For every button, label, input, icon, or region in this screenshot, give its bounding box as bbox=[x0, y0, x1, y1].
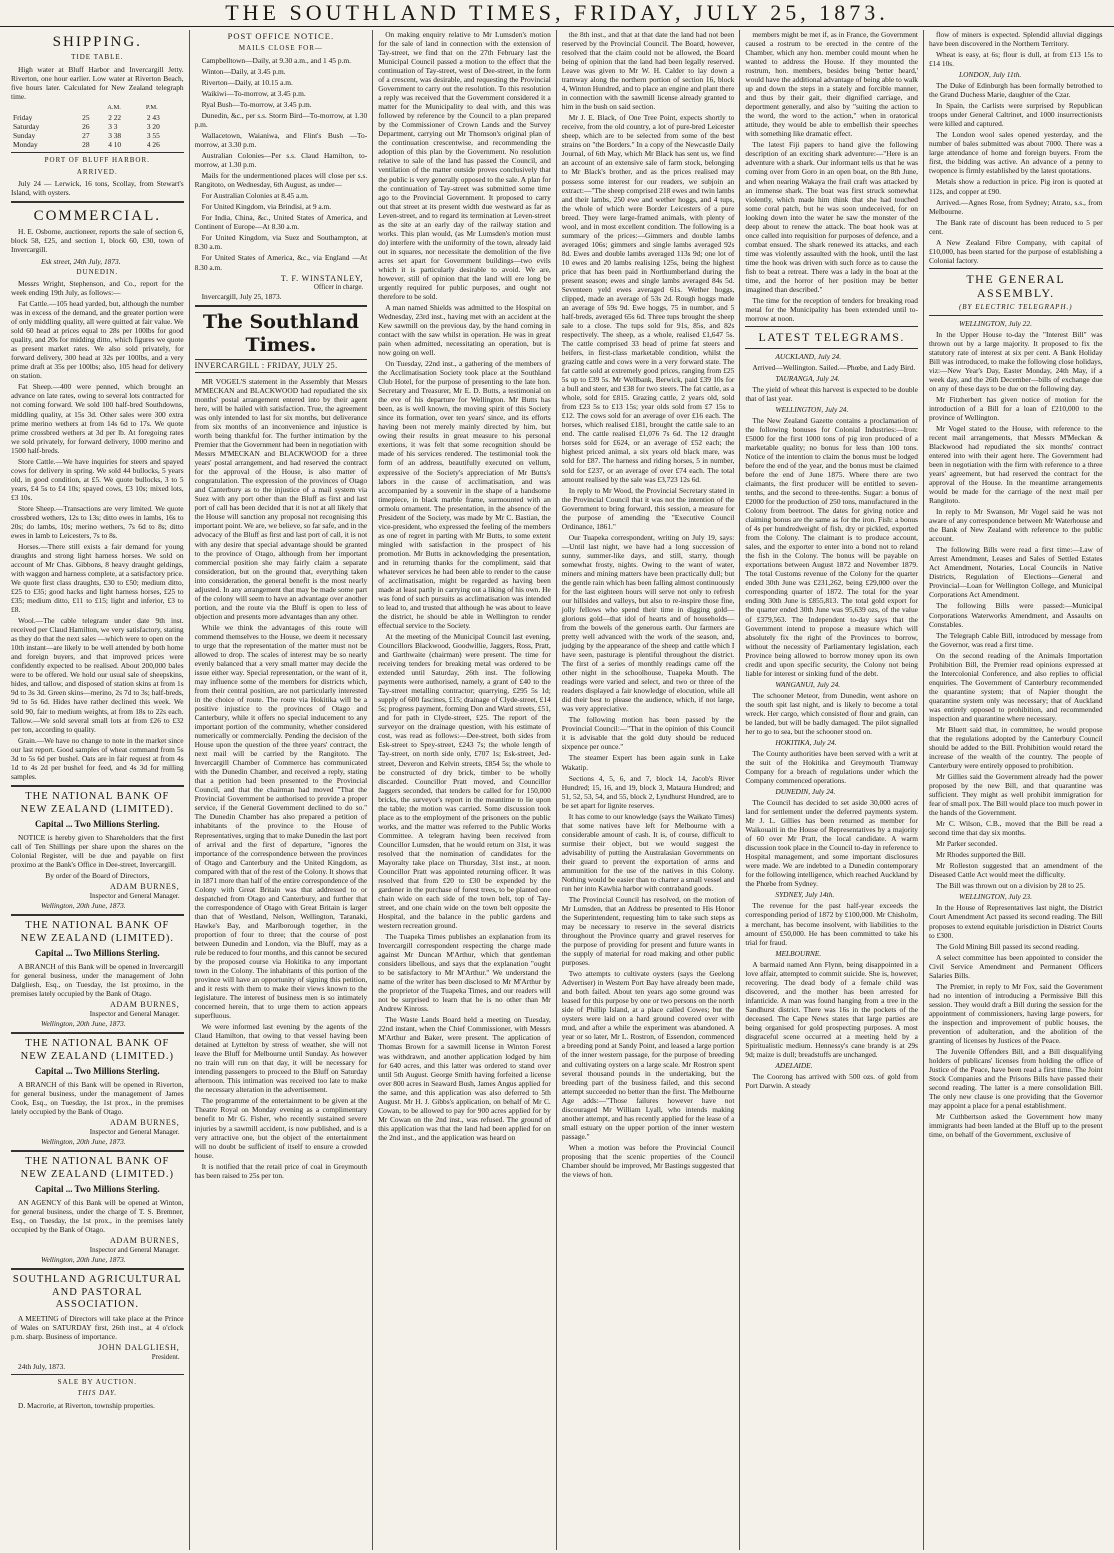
assembly-paragraph: The Telegraph Cable Bill, introduced by message from the Governor, was read a first time. bbox=[928, 630, 1103, 649]
telegram-text: The revenue for the past half-year exceeds the corresponding period of 1872 by £100,000. Mr Chisholm, a merchant, has become insolvent, with liabilities to the amount of £50,000. He has been committed to take his trial for fraud. bbox=[745, 901, 918, 947]
telegram-place: HOKITIKA, July 24. bbox=[775, 737, 837, 747]
column-3 bbox=[373, 30, 557, 1550]
bank-signature: ADAM BURNES, bbox=[109, 1118, 180, 1128]
masthead-title: THE SOUTHLAND TIMES, FRIDAY, JULY 25, 1873. bbox=[225, 0, 889, 25]
tide-date: 25 bbox=[82, 112, 90, 122]
agri-body: A MEETING of Directors will take place at the Prince of Wales on SATURDAY first, 26th inst., at 4 o'clock p.m. sharp. Business of importance. bbox=[11, 1314, 184, 1342]
post-line: Australian Colonies—Per s.s. Claud Hamilton, to-morrow, at 1.30 p.m. bbox=[194, 151, 368, 170]
local-paragraph: A man named Shields was admitted to the Hospital on Wednesday, 23rd inst., having met with an accident at the Kew sawmill on the previous day, by the hand coming in contact with the saw whilst in operation. He was in great pain when admitted, necessitating an operation, but is now going on well. bbox=[378, 302, 551, 358]
bank-notice-body: NOTICE is hereby given to Shareholders that the first call of Ten Shillings per share upon the shares on the Colonial Register, will be due and payable on first proximo at the Bank's Office in Dee-street, Invercargill. bbox=[11, 833, 184, 870]
news-paragraph: The London wool sales opened yesterday, and the number of bales submitted was about 7000. There was a large attendance of home and foreign buyers. From the first, the bidding was active. An advance of a penny to twopence is firmly established by the latest quotations. bbox=[928, 130, 1103, 176]
tide-row bbox=[11, 113, 184, 122]
post-line: For United Kingdom, via Brindisi, at 9 a.m. bbox=[201, 202, 332, 212]
assembly-paragraph: Mr Rhodes supported the Bill. bbox=[935, 850, 1026, 860]
local-paragraph: On making enquiry relative to Mr Lumsden's motion for the sale of land in connection with the extension of Tay-street, we find that on the 27th February last the Municipal Council passed a motion to the effect that the continuation of Tay-street, west of Dee-street, in the form of a crescent, was desirable, and requesting the Provincial Government to carry out the resolution. To this resolution a reply was received that the Government considered it a matter for the Municipality to deal with, and this was followed by reference by the Council to a plan prepared by the Commissioner of Crown Lands and the Survey Department, carrying out Mr Thomson's original plan of the continuation crescentwise, and recommending the adoption of this plan by the Government. No resolution relative to sale of the land has passed the Council, and ventilation of the matter outside proves conclusively that the public is very generally opposed to the sale. A plan for the continuation of Tay-street was submitted some time ago to the Provincial Government. It proposed to carry out that street at its present width due westward as far as Leven-street, and to regard its termination at Leven-street as the site at an early day of the railway station and works. This plan would, (as Mr Lumsden's motion must do) interfere with the uniformity of the town, already laid out in squares, nor necessitate the demolition of the five acres set apart for Government buildings—two evils which it is particularly desirable to avoid. We are, however, still of opinion that the land will ere long be urgently required for public purposes, and ought not therefore to be sold. bbox=[378, 30, 551, 301]
tide-row bbox=[11, 131, 184, 140]
post-line: Ryal Bush—To-morrow, at 3.45 p.m. bbox=[201, 100, 312, 110]
editorial-paragraph: While we think the advantages of this route will commend themselves to the House, we deem it necessary to urge that the representation of the matter must not be allowed to drop. The scales of interest may be so nearly evenly balanced that a very small matter may decide the issue either way. Special representation, or the want of it, may influence some of the members for districts which, from their central position, are not particularly interested in the choice of route. The route via Hokitika will be a positive injustice to the provinces of Otago and Canterbury, while it offers no special inducement to any important portion of the community, whether considered numerically or commercially. Pending the decision of the House upon the question of the three years' contract, the next mail will be carried by the Rangitoto. The Invercargill Chamber of Commerce has communicated with the Dunedin Chamber, and received a reply, stating that a petition had been presented to the Provincial Council, and that the chairman had moved "That the Provincial Government be authorised to provide a proper service, if the General Government declined to do so." The Dunedin Chamber has also prepared a petition of inhabitants of the province to the House of Representatives, urging that to make Dunedin the last port of arrival and the first of departure, "ignores the importance of the correspondence between the provinces of Otago and Canterbury and the United Kingdom, as compared with that of the rest of the Colony. It shows that in 1871 more than half of the entire correspondence of the Colony with Great Britain was that addressed to or despatched from Otago and Canterbury, and further that the correspondence of Otago with Great Britain is larger than that of Westland, Nelson, Wellington, Taranaki, Hawke's Bay, and Marlborough together, in the proportion of four to three; that the course of post between Dunedin and London, via the Bluff, may as a rule be reduced to four months, and this cannot be secured by the proposed course via Hokitika to any important town in the Colony. The inhabitants of this portion of the province will have an opportunity of signing this petition, and it rests with them to make their views known to the legislature. The interest of business men is so intimately concerned herein, that to urge them to action appears superfluous. bbox=[194, 622, 368, 1021]
post-line: Winton—Daily, at 3.45 p.m. bbox=[201, 66, 286, 76]
tide-date: 27 bbox=[82, 130, 90, 140]
column-6 bbox=[924, 30, 1108, 1550]
tide-am: 3 38 bbox=[108, 130, 122, 140]
tide-am: 2 22 bbox=[108, 112, 122, 122]
bank-notice-body: A BRANCH of this Bank will be opened in Invercargill for general business, under the management of John Dalgliesh, Esq., on Tuesday, the 1st proximo, in the premises lately occupied by the Bank of Otago. bbox=[11, 962, 184, 999]
news-paragraph: Two attempts to cultivate oysters (says the Geelong Advertiser) in Western Port Bay have already been made, and both failed. About ten years ago some ground was leased for this purpose by one or two persons on the north side of Phillip Island, at a place called Cowes; but the oysters were laid on a hard ground covered over with mud, and after a while the experiment was abandoned. A year or so later, Mr L. Rostron, of Essendon, commenced a breeding pond at Sandy Point, and leased a large portion of the inner western passage, for the purpose of breeding and cultivating oysters on a large scale. Mr Rostron spent several thousand pounds in the undertaking, but the breeding part of the business failed, and this second attempt succeeded no better than the first. The Melbourne Age adds:—"Those failures however have not discouraged Mr William Lyall, who intends making another attempt, and has recently applied for the lease of a small estuary on the upper portion of the inner western passage." bbox=[561, 969, 735, 1141]
telegram-text: The County authorities have been served with a writ at the suit of the Hokitika and Greymouth Tramway Company for a breach of regulations under which the Company commenced operations. bbox=[745, 748, 918, 786]
news-paragraph: The latest Fiji papers to hand give the following description of an exciting shark adventure:—"Here is an adventure with a shark. Our informant tells us that he was coming over from Goro in an open boat, on the 8th June, and when nearing Wakaya the frail craft was attacked by an immense shark. The boat was first struck somewhat violently, which made him think that she had touched some coral patch, but he was soon undeceived, for on looking down into the water he saw the monster of the deep about to renew the attack. The boat hook was at once called into requisition for purposes of defence, and a combat ensued. The shark renewed its attacks, and each time was violently assaulted with the hook, until the last time the hook was driven with such force as to cause the fish to beat a retreat. There was a lady in the boat at the time, and the horror of her position may be better imagined than described." bbox=[745, 140, 918, 294]
tide-col-pm: P.M. bbox=[145, 103, 158, 111]
news-paragraph: The steamer Expert has been again sunk in Lake Wakatip. bbox=[561, 753, 735, 772]
bank-signature: ADAM BURNES, bbox=[109, 1000, 180, 1010]
assembly-paragraph: Mr Bluett said that, in committee, he would propose that the regulations adopted by the Canterbury Council should be added to the Bill. Prohibition would retard the increase of the wealth of the country. The people of Canterbury were entirely opposed to prohibition. bbox=[928, 724, 1103, 770]
bank-place-date: Wellington, 20th June, 1873. bbox=[41, 900, 126, 910]
assembly-sub: (BY ELECTRIC TELEGRAPH.) bbox=[958, 303, 1073, 311]
column-4 bbox=[557, 30, 741, 1550]
tide-date: 28 bbox=[82, 139, 90, 149]
commercial-paragraph: Wool.—The cable telegram under date 9th inst. received per Claud Hamilton, we very satisfactory, stating as they do that the next sales —which were to open on the 10th instant—are likely to be well attended by both home and foreign buyers, and that improved prices were confidently expected to be realised. About 200,000 bales were to be offered. We hold our usual sale of sheepskins, hides, and tallow, and disposed of station skins at from 1s 9d to 3s 3d. Green skins—merino, 2s 7d to 3s; half-breds, 9d to 5s 6d. Hides have rather declined this week. We sold 90, fair to medium weights, at from 18s to 22s each. Tallow.—We sold several small lots at from £26 to £32 per ton, according to quality. bbox=[11, 616, 184, 734]
telegram-place: WANGANUI, July 24. bbox=[775, 679, 841, 689]
assembly-paragraph: The following Bills were passed:—Municipal Corporations Waterworks Amendment, and Assaults on Constables. bbox=[928, 601, 1103, 629]
tide-intro: High water at Bluff Harbor and Invercargill Jetty. Riverton, one hour earlier. Low water at Riverton Beach, five hours later. Calculated for New Zealand telegraph time. bbox=[11, 64, 184, 101]
commercial-lead: H. E. Osborne, auctioneer, reports the sale of section 6, block 58, £25, and section 1, block 60, £30, town of Invercargill. bbox=[11, 227, 184, 255]
telegram-place: DUNEDIN, July 24. bbox=[775, 787, 836, 797]
assembly-paragraph: In the Upper House to-day the "Interest Bill" was thrown out by a large majority. It proposed to fix the statutory rate of interest at six per cent. A Bank Holiday Bill was introduced, to make the following close holidays, viz:—New Year's Day, Easter Monday, 24th May, if a week day, and the 26th December—bills of exchange due on any of these days to be due on the following day. bbox=[928, 329, 1103, 393]
post-line: Riverton—Daily, at 10.15 a.m. bbox=[201, 77, 293, 87]
post-line: For United States of America, &c., via England —At 8.30 a.m. bbox=[194, 253, 368, 272]
news-paragraph: The Provincial Council has resolved, on the motion of Mr Lumsden, that an Address be presented to His Honor the Superintendent, requesting him to take such steps as may be necessary to reserve in the several districts throughout the Province quarry and gravel reserves for the purpose of providing for present and future wants in the supply of material for road making and other public purposes. bbox=[561, 894, 735, 968]
telegram-place: LONDON, July 11th. bbox=[958, 70, 1022, 80]
commercial-paragraph: Horses.—There still exists a fair demand for young draughts and strong light harness horses. We sold on account of Mr Chas. Gibbons, 8 heavy draught geldings, with waggon and harness complete, at a satisfactory price. We quote first class draughts, £30 to £50; medium ditto, £25 to £35; good hacks and light harness horses, £25 to £35; medium ditto, £11 to £15; light and inferior, £3 to £8. bbox=[11, 541, 184, 615]
assembly-heading: THE GENERAL ASSEMBLY. bbox=[966, 271, 1066, 301]
assembly-paragraph: The Gold Mining Bill passed its second reading. bbox=[935, 941, 1080, 951]
editorial-paragraph: It is notified that the retail price of coal in Greymouth has been raised to 25s per ton. bbox=[194, 1161, 368, 1180]
dunedin-heading: DUNEDIN. bbox=[76, 267, 119, 276]
local-paragraph: The Tuapeka Times publishes an explanation from its Invercargill correspondent respecting the charge made against Mr Duncan M'Arthur, which that gentleman considers libellous, and says that the explanation "ought to be satisfactory to Mr M'Arthur." We understand the name of the writer has been disclosed to Mr M'Arthur by the proprietor of the Tuapeka Times, and our readers will not be surprised to learn that he is no other than Mr Andrew Kinross. bbox=[378, 932, 551, 1014]
tide-am: 4 10 bbox=[108, 139, 122, 149]
assembly-paragraph: In the House of Representatives last night, the District Court Amendment Act passed its second reading. The Bill proposes to extend equitable jurisdiction in District Courts to £300. bbox=[928, 903, 1103, 940]
bank-signature-title: Inspector and General Manager. bbox=[89, 1128, 180, 1137]
bank-capital: Capital ... Two Millions Sterling. bbox=[34, 819, 160, 830]
news-paragraph: The time for the reception of tenders for breaking road metal for the Municipality has been extended until to-morrow at noon. bbox=[745, 295, 918, 323]
telegram-text: A barmaid named Ann Flynn, being disappointed in a love affair, attempted to commit suicide. She is, however, recovering. The dead body of a female child was discovered, and the mother has been arrested for infanticide. A man was found hanging from a tree in the Sandhurst district. There was 16s in the pockets of the deceased. The Cape News states that large parties are being organised for gold prospecting purposes. A most disgraceful scene occurred at a meeting held by a Spiritualistic medium. Hennessy's cane brandy is at 29s 9d; maize is dull; breadstuffs are unchanged. bbox=[745, 959, 918, 1059]
post-signature-title: Officer in charge. bbox=[313, 283, 364, 292]
tide-day: Friday bbox=[13, 112, 33, 122]
post-line: For India, China, &c., United States of America, and Continent of Europe—At 8.30 a.m. bbox=[194, 213, 368, 232]
auction-text: D. Macrorie, at Riverton, township properties. bbox=[18, 1400, 155, 1410]
assembly-paragraph: Mr C. Wilson, C.B., moved that the Bill be read a second time that day six months. bbox=[928, 819, 1103, 838]
bank-signature: ADAM BURNES, bbox=[109, 882, 180, 892]
telegram-text: Arrived—Wellington. Sailed.—Phœbe, and Lady Bird. bbox=[752, 362, 916, 372]
news-paragraph: Arrived.—Agnes Rose, from Sydney; Atrato, s.s., from Melbourne. bbox=[928, 197, 1103, 216]
news-paragraph: the 8th inst., and that at that date the land had not been reserved by the Provincial Council. The Board, however, resolved that the claim could not be allowed, the Board being of opinion that the land had been legally reserved. Leave was given to Mr W. H. Calder to lay down a tramway along the northern portion of section 16, block 4, Winton Hundred, and to place an engine and plant there in connection with the sawmill license already granted to him in the bush on said section. bbox=[561, 30, 735, 112]
tide-day: Monday bbox=[13, 139, 38, 149]
assembly-paragraph: Mr Rolleston suggested that an amendment of the Diseased Cattle Act would meet the difficulty. bbox=[928, 861, 1103, 880]
news-paragraph: It has come to our knowledge (says the Waikato Times) that some natives have left for Melbourne with a considerable amount of cash. It is, of course, difficult to surmise their object, but we would suggest the advisability of putting the Australasian Governments on their guard to prevent the exportation of arms and ammunition for the use of the natives in this Colony. Nothing would be easier than to charter a small vessel and run her into Kawhia harbor with contraband goods. bbox=[561, 811, 735, 893]
columns bbox=[6, 30, 1108, 1550]
post-line: For Australian Colonies at 8.45 a.m. bbox=[201, 191, 309, 201]
tide-day: Sunday bbox=[13, 130, 36, 140]
post-line: Waikiwi—To-morrow, at 3.45 p.m. bbox=[201, 88, 306, 98]
bank-place-date: Wellington, 20th June, 1873. bbox=[41, 1136, 126, 1146]
news-paragraph: Our Tuapeka correspondent, writing on July 19, says:—Until last night, we have had a long succession of sunny, summer-like days, and still, starry, though somewhat frosty, nights. Owing to the want of water, miners and mining matters have been practically dull; but the gentle rain which has been falling almost continuously for the last eighteen hours will serve not only to refresh our hillsides and valleys, but also to re-inspire those fine, jolly fellows who spend their time in digging gold—glorious gold—that idol of hearts and of households—from the bowels of the generous earth. Our farmers are pretty well advanced with the work of the season, and, judging by the appearance of the sheep and cattle which I have seen, pasturage is plentiful throughout the district. The first of a series of monthly readings came off the other night in the schoolhouse, Tuapeka Mouth. The readings were varied and select, and two or three of the readers displayed a fair knowledge of elocution, while all did their best to please the audience, which, if not large, was very appreciative. bbox=[561, 532, 735, 714]
assembly-paragraph: The following Bills were read a first time:—Law of Arrest Amendment, Leases and Sales of Settled Estates Act Amendment, Notaries, Local Councils in Native Districts, Regulation of Elections—General and Provincial—Loan for Wellington College, and Municipal Corporations Act Amendment. bbox=[928, 545, 1103, 600]
post-line: Wallacetown, Waianiwa, and Flint's Bush —To-morrow, at 3.30 p.m. bbox=[194, 131, 368, 150]
news-paragraph: members might be met if, as in France, the Government caused a rostrum to be erected in the centre of the Chamber, which any hon. member could mount when he wanted to address the House. If they mounted the rostrum, hon. members, besides being 'better heard,' would have the additional advantage of being able to walk up and down the steps in a stately and forcible manner, and thus by their gait, their dignified carriage, and deportment generally, and also by "suiting the action to the word, the word to the action," when in oratorical attitude, they would be able to embellish their speeches with something like dramatic effect. bbox=[745, 30, 918, 139]
telegram-text: The New Zealand Gazette contains a proclamation of the following bonuses for Colonial Industries:—Iron: £5000 for the first 1000 tons of pig iron produced of a marketable quality; no bonus for less than 100 tons. Notice of the intention to claim the bonus must be lodged before the end of the year, and the bonus must be claimed before the end of June 1875. Where there are two claimants, the first producer will be entitled to seven-tenths, and the second to three-tenths. Sugar: a bonus of £2000 for the production of 250 tons, manufactured in the Colony from beetroot. The dates for giving notice and claiming bonus are the same as for the iron. Fish: a bonus of 4s per hundredweight of fish, dry or pickled, exported from the Colony. The claimant is to produce account, sales, and the exporter to enter into a bond not to reland the fish in the Colony. The bonus will be payable on exportations between August 1872 and November 1879. The total Customs revenue of the Colony for the quarter ended 30th June was £231,262, being £29,000 over the corresponding quarter of 1872. The total for the year ending 30th June is £855,813. The total gold export for the quarter ended 30th June was 95,639 ozs, of the value of £379,563. The Independent to-day says that the Government intend to propose a measure which will absolutely fix the right of the Provinces to borrow, without the necessity of Parliamentary legislation, each Province being allowed to borrow money upon its own credit and upon specific security, the Colony not being liable for interest or sinking fund of the debt. bbox=[745, 415, 918, 678]
commercial-paragraph: Fat Sheep.—400 were penned, which brought an advance on late rates, owing to several lots contracted for not coming forward. We sold 100 half-bred Southdowns, middling quality, at 15s 3d. Other sales were 300 extra prime merino wethers at from 14s 6d to 17s. We quote prime crossbred wethers at 3d per lb. At foregoing rates we sold privately, for forward delivery, 1000 merino and 1500 half-breds. bbox=[11, 382, 184, 455]
masthead bbox=[0, 0, 1114, 27]
news-paragraph: In Spain, the Carlists were surprised by Republican troops under General Caltrinet, and 1000 insurrectionists were killed and captured. bbox=[928, 101, 1103, 129]
editorial-paragraph: MR VOGEL'S statement in the Assembly that Messrs M'MECKAN and BLACKWOOD had repudiated the six months' postal arrangement entered into by their agent here, will be hailed with satisfaction. True, the agreement was only intended to last for six months, but deliverance from six months of an inconvenience and injustice is worth being thankful for. The further intimation by the Premier that the Government had been in negotiation with Messrs M'MECKAN and BLACKWOOD for a three years' postal arrangement, and had reserved the contract for the approval of the House, is also matter of congratulation. The expression of the provinces of Otago and Canterbury as to the injustice of a mail system via Suez with any port other than the Bluff as first and last port of call has been decided that it is not at all likely that the House will sanction any proposal not recognising this important point. We are, we believe, so far safe, and in the advocacy of the Bluff as first and last port of call, it is not with any desire that special advantage should be granted to the province of Otago, although from her important commercial position she may fairly claim a separate consideration, but on the ground that, everything taken into consideration, the general benefit is the most nearly adjusted. In any arrangement that may be made some part of the colony will seem to have an advantage over another portion, and the route via the Bluff is open to less of objection and presents more advantages than any other. bbox=[194, 376, 368, 621]
assembly-paragraph: Mr Vogel stated to the House, with reference to the recent mail arrangements, that Messrs M'Meckan & Blackwood had repudiated the six months' contract entered into with their agent here. The Government had been in negotiation with the firm with reference to a three years' agreement, but had reserved the contract for the approval of the House. In the meantime arrangements would be made for the carriage of the next mail per Rangitoto. bbox=[928, 423, 1103, 506]
post-date: Invercargill, July 25, 1873. bbox=[201, 291, 282, 301]
shipping-heading: SHIPPING. bbox=[52, 34, 142, 50]
commercial-paragraph: Grain.—We have no change to note in the market since our last report. Good samples of wheat command from 5s 3d to 5s 6d per bushel. Oats are in fair request at from 4s 1d to 4s 2d per bushel for feed, and 4s 3d for milling samples. bbox=[11, 735, 184, 781]
assembly-paragraph: The Juvenile Offenders Bill, and a Bill disqualifying holders of publicans' licenses from holding the office of Justice of the Peace, have been read a first time. The Joint Stock Companies and the Prisons Bills have passed their second reading. The latter is a mere consolidation Bill. The only new clause is one providing that the Governor may appoint a place for a penal establishment. bbox=[928, 1046, 1103, 1111]
post-line: Campbelltown—Daily, at 9.30 a.m., and 1 45 p.m. bbox=[201, 55, 351, 65]
assembly-paragraph: On the second reading of the Animals Importation Prohibition Bill, the Premier read opinions expressed at the Intercolonial Conference, and also replies to official enquiries. The Government of Canterbury recommended the quarantine system; that of Napier thought the quarantine system only was necessary; that of Auckland was entirely opposed to prohibition, and recommended inspection and quarantine where necessary. bbox=[928, 650, 1103, 723]
commercial-paragraph: Store Cattle.—We have inquiries for steers and spayed cows for delivery in spring. We sold 44 bullocks, 5 years old, in good condition, at £5. We quote bullocks, 3 to 5 years, £4 5s to £4 10s; spayed cows, £3 10s; mixed lots, £3 10s. bbox=[11, 456, 184, 502]
bank-signature-title: Inspector and General Manager. bbox=[89, 1010, 180, 1019]
bank-notice-title: THE NATIONAL BANK OF NEW ZEALAND (LIMITED). bbox=[20, 790, 174, 815]
local-paragraph: At the meeting of the Municipal Council last evening, Councillors Blackwood, Goodwillie, Jaggers, Ross, Pratt, and Garthwaite (chairman) were present. The time for receiving tenders for breaking metal was ordered to be extended until Saturday, 26th inst. The following payments were authorised, namely, a grant of £40 to the Tay-street metalling contractor; quarrying, £295 5s 1d; supply of 600 fascines, £15; drainage of Clyde-street, £14 5s; progress payment, forming Don and Ward streets, £51, and for path in Clyde-street, £25. The report of the surveyor on the drainage question, with his estimate of cost, was read as follows:—Dee-street, both sides from Esk-street to Spey-street, £243 7s; the whole length of Tay-street, on north side only, £707 1s; Esk-street, Jed-street, Deveron and Kelvin streets, £854 5s; the whole to be constructed of dry brick, timber to be wholly discarded. Councillor Pratt moved, and Councillor Jaggers seconded, that tenders be called for for 150,000 bricks, the surveyor's report in the meantime to lie upon the table; the motion was carried. Some discussion took place as to the employment of the prisoners on the public works, and the matter was referred to the Public Works Committee. A telegram having been received from Councillor Lumsden, that he would return on 31st, it was resolved that the nomination of candidates for the Mayoralty take place on Thursday, 31st inst., at noon. Councillor Pratt was appointed returning officer. It was resolved that from £20 to £30 be expended by the gardener in the purchase of forest trees, to be planted one chain wide on each side of the town belt, top of Tay-street, and one chain wide on the town belt opposite the Hospital, and the balance in the public gardens and western recreation ground. bbox=[378, 632, 551, 931]
editorial-paragraph: The programme of the entertainment to be given at the Theatre Royal on Monday evening as a complimentary benefit to Mr G. Fisher, who recently sustained severe injuries by a sawmill accident, is now published, and is a very attractive one, but the object of the entertainment will no doubt be sufficient of itself to ensure a crowded house. bbox=[194, 1096, 368, 1160]
column-5 bbox=[740, 30, 924, 1550]
tide-col-am: A.M. bbox=[107, 103, 121, 111]
arrival-text: July 24 — Lerwick, 16 tons, Scollay, from Stewart's Island, with oysters. bbox=[11, 179, 184, 198]
news-paragraph: The Bank rate of discount has been reduced to 5 per cent. bbox=[928, 217, 1103, 236]
bank-place-date: Wellington, 20th June, 1873. bbox=[41, 1254, 126, 1264]
agri-title: SOUTHLAND AGRICULTURAL AND PASTORAL ASSOCIATION. bbox=[12, 1273, 182, 1311]
telegram-place: WELLINGTON, July 23. bbox=[958, 892, 1032, 902]
post-line: Dunedin, &c., per s.s. Storm Bird—To-morrow, at 1.30 p.m. bbox=[194, 111, 368, 130]
commercial-paragraph: Fat Cattle.—105 head yarded, but, although the number was in excess of the demand, and the greater portion were of only middling quality, all were quitted at fair value. We sold 60 head at prices equal to 28s per 100lbs for good quality, and 20s for midding ditto, which figures we quote as present market rates. We also sold privately, for forward delivery, 300 head at 32s per 100lbs, and a very prime draft at 35s per 100lbs; also, 105 head for delivery on station. bbox=[11, 299, 184, 381]
commercial-paragraph: Store Sheep.—Transactions are very limited. We quote crossbred wethers, 12s to 13s; ditto ewes in lambs, 16s to 20s; do lambs, 10s; merino wethers, 7s 6d to 8s; ditto ewes in lamb to Leicesters, 7s to 8s. bbox=[11, 503, 184, 540]
telegram-place: MELBOURNE. bbox=[775, 948, 822, 958]
tide-day: Saturday bbox=[13, 121, 40, 131]
tide-row bbox=[11, 122, 184, 131]
news-paragraph: The Duke of Edinburgh has been formally betrothed to the Grand Duchess Marie, daughter of the Czar. bbox=[928, 81, 1103, 100]
tide-pm: 3 55 bbox=[146, 130, 160, 140]
tide-pm: 3 20 bbox=[146, 121, 160, 131]
auction-title: SALE BY AUCTION. bbox=[57, 1377, 137, 1386]
editorial-paragraph: We were informed last evening by the agents of the Claud Hamilton, that owing to that vessel having been detained at Lyttelton by stress of weather, she will not leave the Bluff for Melbourne until Sunday. As however no train will run on that day, it will be necessary for intending passengers to proceed to the Bluff on Saturday afternoon. This intimation was received too late to make the necessary alteration in the advertisement. bbox=[194, 1022, 368, 1095]
assembly-paragraph: Mr Fitzherbert has given notice of motion for the introduction of a Bill for a loan of £210,000 to the province of Wellington. bbox=[928, 394, 1103, 422]
post-signature: T. F. WINSTANLEY, bbox=[280, 273, 364, 283]
bank-notice-title: THE NATIONAL BANK OF NEW ZEALAND (LIMITED.) bbox=[20, 1037, 174, 1062]
news-paragraph: When a motion was before the Provincial Council proposing that the scenic properties of the Council Chamber should be improved, Mr Bastings suggested that the views of hon. bbox=[561, 1142, 735, 1179]
arrived-label: ARRIVED. bbox=[76, 167, 118, 176]
assembly-paragraph: Mr Parker seconded. bbox=[935, 839, 998, 849]
bank-notice-title: THE NATIONAL BANK OF NEW ZEALAND (LIMITED.) bbox=[20, 1155, 174, 1180]
bank-capital: Capital ... Two Millions Sterling. bbox=[34, 1184, 160, 1195]
tide-row bbox=[11, 140, 184, 149]
news-paragraph: A New Zealand Fibre Company, with capital of £10,000, has been started for the purpose of establishing a Colonial factory. bbox=[928, 237, 1103, 265]
agri-signature: JOHN DALGLIESH, bbox=[98, 1343, 180, 1353]
port-heading: PORT OF BLUFF HARBOR. bbox=[44, 156, 150, 164]
tide-am: 3 3 bbox=[108, 121, 118, 131]
news-paragraph: The following motion has been passed by the Provincial Council:—"That in the opinion of this Council it is advisable that the gold duty should be reduced sixpence per ounce." bbox=[561, 715, 735, 752]
telegram-text: The Coorong has arrived with 500 ozs. of gold from Port Darwin. A steady bbox=[745, 1072, 918, 1091]
bank-signature-title: Inspector and General Manager. bbox=[89, 1246, 180, 1255]
telegram-text: The Council has decided to set aside 30,000 acres of land for settlement under the deferred payments system. Mr J. L. Gillies has been returned as member for Waikouaiti in the House of Representatives by a majority of 60 over Mr Pratt, the local candidate. A warm discussion took place in the Council to-day in reference to Hospital management, and some important disclosures were made. We are indebted to a Dunedin contemporary for the following intelligence, which reached Auckland by the Phœbe from Sydney. bbox=[745, 798, 918, 889]
column-1 bbox=[6, 30, 190, 1550]
news-paragraph: Mr J. E. Black, of One Tree Point, expects shortly to receive, from the old country, a lot of pure-bred Leicester sheep, which are to be selected from some of the best strains on "the Borders." In a copy of the Newcastle Daily Journal, of 6th May, which Mr Black has sent us, we find an account of an extensive sale of farm stock, belonging to Mr Black's brother, and as the prices realised may possess some interest for our readers, we subjoin an extract:—"The sheep comprised 218 ewes and twin lambs and their lambs, 250 ewe and wether hoggs, and 4 tups, the whole of which were Border Leicesters of a pure breed. They were large-framed animals, with plenty of wool, and in most excellent condition. The following is a summary of the prices:—Gimmers and double lambs averaged 106s; gimmers and single lambs averaged 92s 8d. Ewes and double lambs averaged 113s 9d; one lot of 10 ewes and 20 lambs realising 125s, being the highest price that has been paid in Northumberland during the present season; ewes and single lambs averaged 84s 5d. Seventeen yeld ewes averaged 61s. Wether hoggs, clipped, made an average of 53s 2d. Rough hoggs made an average of 59s 9d. Ewe hoggs, 75 in number, and 5 half-breds, averaged 65s 6d. Three tups brought the sheep sale to a close. The tups sold for 91s, 85s, and 82s respectively. The sheep, as a whole, realised £1,647 5s. The cattle comprised 33 head of prime fat steers and heifers, in first-class marketable condition, whilst the grazing cattle and cows were in a very forward state. The fat cattle sold at extremely good prices, ranging from £25 5s up to £39 5s. Mr Wellbank, Berwick, paid £39 10s for a bull and steer, and £38 for two steers. The fat cattle, as a whole, sold for £815. Grazing cattle, 2 years old, sold from £23 5s to £13 15s; year olds sold from £7 15s to £12. The cows sold for an average of over £16 each. The horses, which realised £181, brought the cattle sale to an end. The cattle realised £1,076 7s 6d. The 12 draught horses sold for £624, or an average of £52 each; the highest priced animal, a six years old black mare, was sold for £87. The harness and riding horses, 5 in number, sold for £237, or an average of over £74 each. The total amount realised by the sale was £3,723 12s 6d. bbox=[561, 113, 735, 484]
agri-date: 24th July, 1873. bbox=[18, 1361, 66, 1371]
telegram-place: TAURANGA, July 24. bbox=[775, 373, 840, 383]
bank-signature: ADAM BURNES, bbox=[109, 1236, 180, 1246]
assembly-paragraph: Mr Gillies said the Government already had the power proposed by the new Bill, and that quarantine was sufficient. They might as well prohibit immigration for fear of small pox. The Bill would place too much power in the hands of the Government. bbox=[928, 772, 1103, 818]
bank-capital: Capital ... Two Millions Sterling. bbox=[34, 1066, 160, 1077]
assembly-paragraph: Mr Cuthbertson asked the Government how many immigrants had been landed at the Bluff up to the present time, on behalf of the Government, exclusive of bbox=[928, 1112, 1103, 1140]
nameplate: The Southland Times. bbox=[202, 310, 359, 357]
news-paragraph: Wheat is easy, at 6s; flour is dull, at from £13 15s to £14 10s. bbox=[928, 50, 1103, 69]
telegram-place: ADELAIDE. bbox=[775, 1060, 813, 1070]
bank-notice-title: THE NATIONAL BANK OF NEW ZEALAND (LIMITED). bbox=[20, 919, 174, 944]
tide-table bbox=[11, 103, 184, 149]
bank-capital: Capital ... Two Millions Sterling. bbox=[34, 948, 160, 959]
news-paragraph: Metals show a reduction in price. Pig iron is quoted at 112s, and copper at £90. bbox=[928, 177, 1103, 196]
telegram-place: SYDNEY, July 14th. bbox=[775, 890, 835, 900]
tide-heading: TIDE TABLE. bbox=[71, 53, 124, 62]
commercial-heading: COMMERCIAL. bbox=[33, 208, 162, 225]
commercial-paragraph: Messrs Wright, Stephenson, and Co., report for the week ending 19th July, as follows:— bbox=[11, 279, 184, 298]
post-line: Mails for the undermentioned places will close per s.s. Rangitoto, on Wednesday, 6th August, as under— bbox=[194, 171, 368, 190]
tide-pm: 2 43 bbox=[146, 112, 160, 122]
telegram-place: WELLINGTON, July 24. bbox=[775, 404, 849, 414]
assembly-paragraph: In reply to Mr Swanson, Mr Vogel said he was not aware of any correspondence between Mr Waterhouse and the Bank of New Zealand with reference to the public account. bbox=[928, 507, 1103, 544]
telegram-place: WELLINGTON, July 22. bbox=[958, 318, 1032, 328]
bank-place-date: Wellington, 20th June, 1873. bbox=[41, 1018, 126, 1028]
news-paragraph: In reply to Mr Wood, the Provincial Secretary stated in the Provincial Council that it was not the intention of the Government to bring forward, this session, a measure for the purpose of amending the "Executive Council Ordinance, 1861." bbox=[561, 485, 735, 531]
telegram-place: AUCKLAND, July 24. bbox=[775, 351, 842, 361]
auction-day: THIS DAY. bbox=[77, 1389, 118, 1398]
bank-signature-title: Inspector and General Manager. bbox=[89, 892, 180, 901]
assembly-paragraph: A select committee has been appointed to consider the Civil Service Amendment and Permanent Officers Salaries Bills. bbox=[928, 952, 1103, 980]
telegram-text: The yield of wheat this harvest is expected to be double that of last year. bbox=[745, 384, 918, 403]
telegrams-heading: LATEST TELEGRAMS. bbox=[758, 330, 905, 344]
news-paragraph: Sections 4, 5, 6, and 7, block 14, Jacob's River Hundred; 15, 16, and 19, block 3, Mataura Hundred; and 51, 52, 53, 54, and 55, block 2, Lyndhurst Hundred, are to be set apart for lignite reserves. bbox=[561, 773, 735, 810]
telegram-text: The schooner Meteor, from Dunedin, went ashore on the south spit last night, and is likely to become a total wreck. Her cargo, which consisted of flour and grain, can be landed, but will be badly damaged. The pilot signalled her to go to sea, but the schooner stood on. bbox=[745, 690, 918, 736]
assembly-paragraph: The Bill was thrown out on a division by 28 to 25. bbox=[935, 881, 1086, 891]
tide-date: 26 bbox=[82, 121, 90, 131]
assembly-paragraph: The Premier, in reply to Mr Fox, said the Government had no intention of introducing a Permissive Bill this session. They would draft a Bill during the session for the appointment of commissioners, having large powers, for the inspection and improvement of public houses, the prevention of adulteration, and the abolition of the granting of licenses by Justices of the Peace. bbox=[928, 981, 1103, 1045]
column-2 bbox=[190, 30, 374, 1550]
commercial-lead-date: Esk street, 24th July, 1873. bbox=[41, 256, 121, 266]
post-office-title: POST OFFICE NOTICE. bbox=[227, 31, 335, 41]
tide-pm: 4 26 bbox=[146, 139, 160, 149]
bank-notice-body: A BRANCH of this Bank will be opened in Riverton, for general business, under the management of James Cook, Esq., on Tuesday, the 1st prox., in the premises lately occupied by the Bank of Otago. bbox=[11, 1080, 184, 1117]
post-line: For United Kingdom, via Suez and Southampton, at 8.30 a.m. bbox=[194, 233, 368, 252]
news-paragraph: flow of miners is expected. Splendid alluvial diggings have been discovered in the Northern Territory. bbox=[928, 30, 1103, 49]
agri-signature-title: President. bbox=[151, 1353, 180, 1362]
local-paragraph: On Tuesday, 22nd inst., a gathering of the members of the Acclimatisation Society took place at the Southland Club Hotel, for the purpose of presenting to the late hon. Secretary and Treasurer, Mr E. D. Butts, a testimonial on the eve of his departure for Wellington. Mr Butts has been, as is well known, the moving spirit of this Society since its formation, over ten years' since, and its efforts having been not merely mainly directed by him, but owing their results in great measure to his personal exertions, it was felt that some recognition should be made of his services rendered. The testimonial took the form of an address, beautifully executed on vellum, expressive of the Society's appreciation of Mr Butts's labors in the cause of acclimatisation, and was accompanied by a souvenir in the shape of a handsome timepiece, in black marble frame, surmounted with an ormolu ornament. The presentation, in the absence of the President of the Society, was made by Mr C. Bastian, the vice-president, who expressed the feeling of the members as one of regret in parting with Mr Butts, to some extent mingled with satisfaction in the prospect of his promotion. Mr Butts in acknowledging the presentation, and in returning thanks for the compliment, said that whatever services he had been able to render to the cause of acclimatisation, might be regarded as having been made at least partly in carrying out a liking of his own. He was fond of such pursuits as acclimatisation was intended to lead to, and trusted that although he was about to leave the district, he should be able in Wellington to render effectual service to the Society. bbox=[378, 359, 551, 631]
local-paragraph: The Waste Lands Board held a meeting on Tuesday, 22nd instant, when the Chief Commissioner, with Messrs M'Arthur and Baker, were present. The application of Thomas Brown for a sawmill license in Winton Forest was withdrawn, and another application lodged by him for 640 acres, and this latter was ordered to stand over until 5th August. George Smith having forfeited a license over 800 acres in Seaward Bush, James Angus applied for the same, and this application was also deferred to 5th August. Mr H. J. Gibbs's application, on behalf of Mr C. Cowan, to be allowed to pay for 900 acres applied for by Mr Cowan on the 2nd inst., was refused. The ground of this application was that the land had been applied for on the 2nd inst., and the application was heard on bbox=[378, 1015, 551, 1142]
editorial-dateline: INVERCARGILL : FRIDAY, JULY 25. bbox=[195, 359, 368, 373]
bank-notice-body: AN AGENCY of this Bank will be opened at Winton, for general business, under the charge of T. S. Bremner, Esq., on Tuesday, the 1st prox., in the premises lately occupied by the Bank of Otago. bbox=[11, 1198, 184, 1235]
post-office-sub: MAILS CLOSE FOR— bbox=[238, 44, 323, 53]
bank-notice-order: By order of the Board of Directors, bbox=[45, 871, 150, 881]
